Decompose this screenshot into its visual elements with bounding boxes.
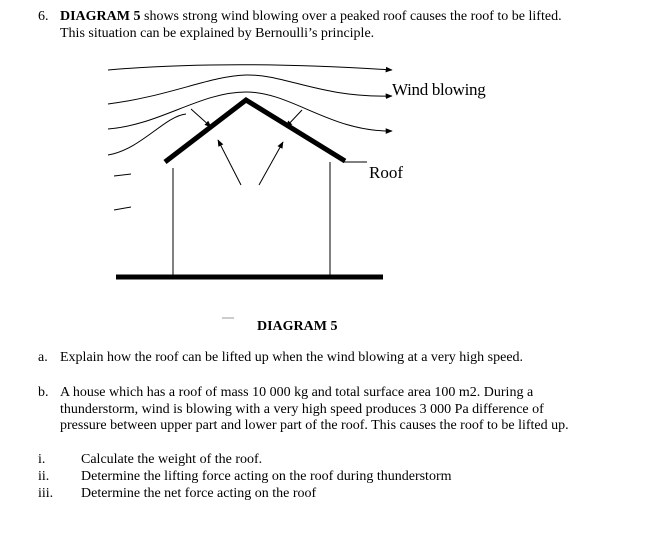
wind-streamline-3 bbox=[108, 92, 392, 131]
item-iii-marker: iii. bbox=[38, 486, 54, 501]
arrow-inside-right bbox=[259, 142, 283, 185]
wind-blowing-label: Wind blowing bbox=[392, 80, 486, 99]
dash-mark-2 bbox=[114, 207, 131, 210]
wind-streamline-1 bbox=[108, 65, 392, 70]
part-a-text: Explain how the roof can be lifted up when the wind blowing at a very high speed. bbox=[60, 350, 524, 365]
dash-mark-1 bbox=[114, 174, 131, 176]
item-i-text: Calculate the weight of the roof. bbox=[81, 452, 263, 467]
diagram-reference: DIAGRAM 5 bbox=[60, 9, 141, 24]
diagram-caption: DIAGRAM 5 bbox=[257, 319, 338, 334]
item-i-marker: i. bbox=[38, 452, 46, 467]
wind-streamline-4 bbox=[108, 114, 186, 155]
item-ii-text: Determine the lifting force acting on the roof during thunderstorm bbox=[81, 469, 452, 484]
item-iii-text: Determine the net force acting on the roof bbox=[81, 486, 317, 501]
arrow-inside-left bbox=[218, 140, 241, 185]
arrow-outside-left bbox=[191, 109, 211, 127]
arrow-outside-right bbox=[286, 110, 302, 127]
question-number: 6. bbox=[38, 9, 49, 24]
roof-label: Roof bbox=[369, 163, 403, 182]
item-ii-marker: ii. bbox=[38, 469, 50, 484]
part-a-marker: a. bbox=[38, 350, 48, 365]
part-b-text: A house which has a roof of mass 10 000 kg and total surface area 100 m2. During a thunderstorm, wind is blowing with a very high speed produces 3 000 Pa difference of pressure between upper part and lower part of the roof. This causes the roof to be lifted up. bbox=[60, 385, 569, 433]
question-intro-line-2: This situation can be explained by Bernoulli’s principle. bbox=[60, 26, 375, 41]
question-intro-text: shows strong wind blowing over a peaked roof causes the roof to be lifted. bbox=[140, 9, 562, 24]
part-b-marker: b. bbox=[38, 385, 49, 400]
